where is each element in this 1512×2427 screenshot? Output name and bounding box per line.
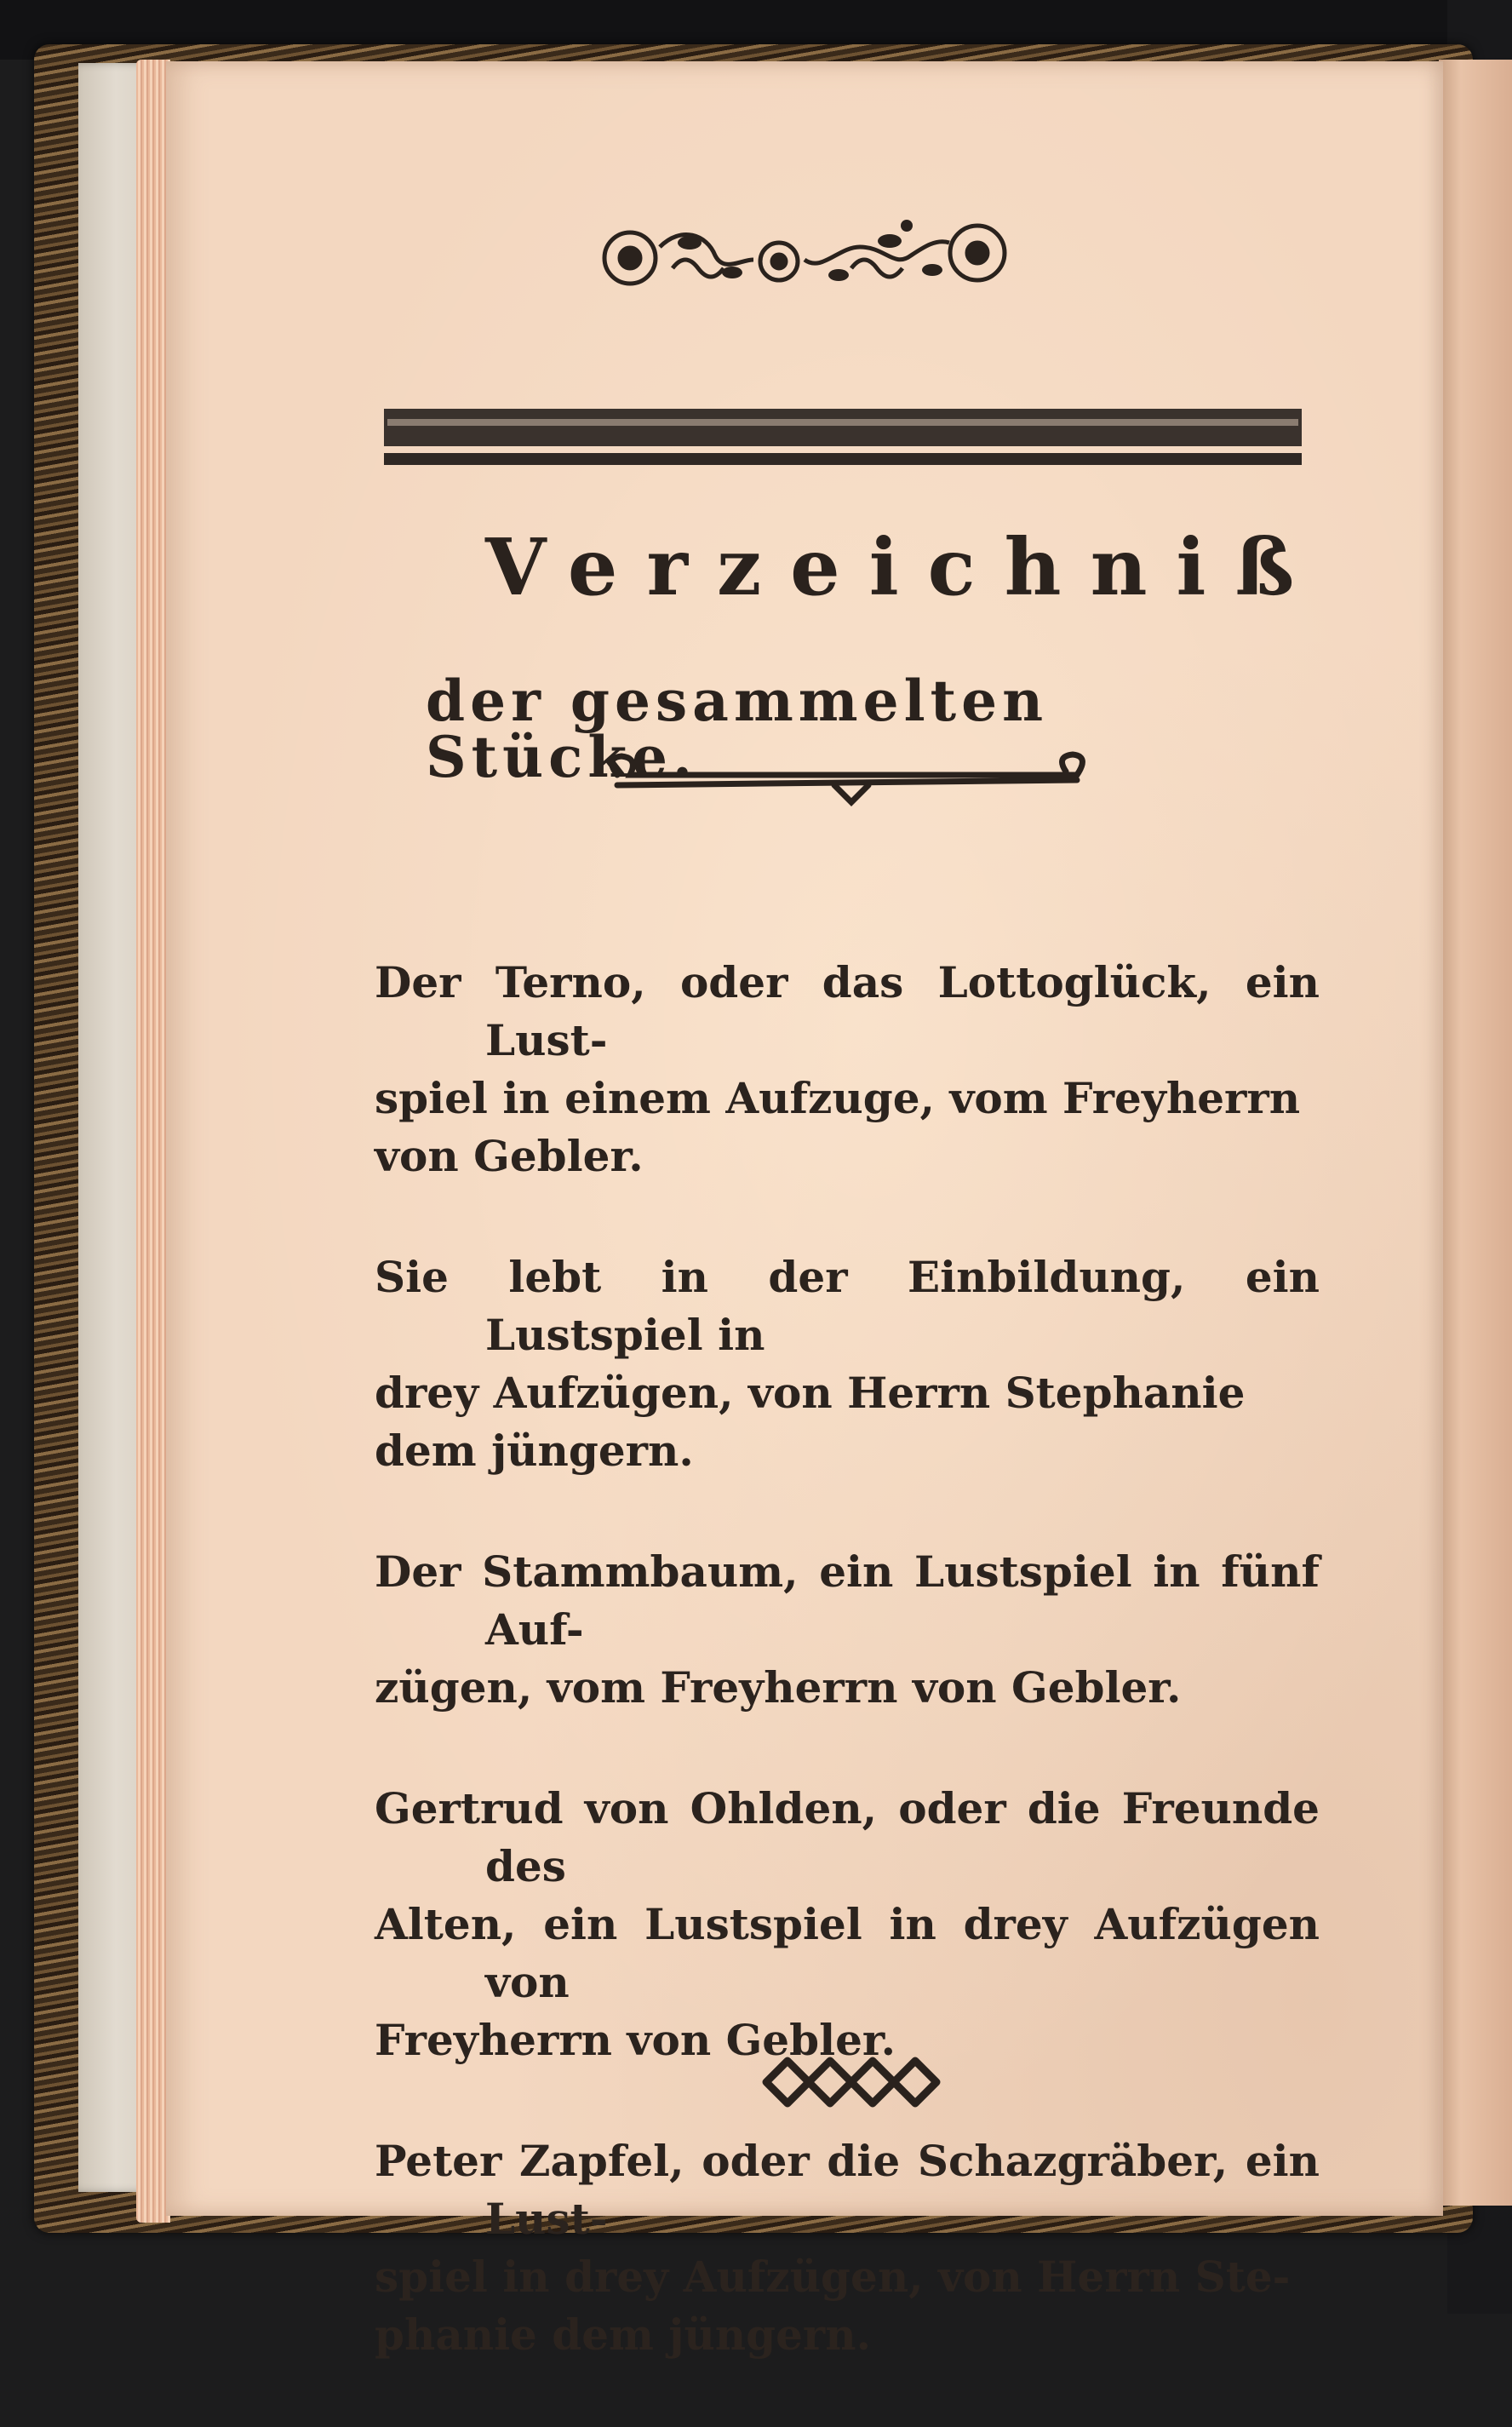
entry-line: zügen, vom Freyherrn von Gebler. (375, 1662, 1182, 1713)
list-item (375, 1543, 1320, 1717)
entry-line: dem jüngern. (375, 1426, 694, 1476)
knot-ornament-icon (758, 2048, 945, 2116)
swash-rule-icon (600, 749, 1102, 809)
entry-line: Der Terno, oder das Lottoglück, ein Lust- (375, 957, 1320, 1065)
entry-line: Gertrud von Ohlden, oder die Freunde des (375, 1783, 1320, 1891)
list-item (375, 954, 1320, 1185)
facing-page-edge (1439, 60, 1512, 2206)
entry-line: von Gebler. (375, 1131, 644, 1181)
entry-line: Alten, ein Lustspiel in drey Aufzügen von (375, 1899, 1320, 2007)
entry-line: Der Stammbaum, ein Lustspiel in fünf Auf- (375, 1546, 1320, 1655)
entry-line: Sie lebt in der Einbildung, ein Lustspiel in (375, 1252, 1320, 1360)
page-title: Verzeichniß (485, 521, 1324, 613)
floral-vignette-icon (596, 209, 1013, 302)
entry-line: Freyherrn von Gebler. (375, 2015, 896, 2065)
contents-list (375, 954, 1320, 2427)
entry-line: drey Aufzügen, von Herrn Stephanie (375, 1368, 1246, 1418)
entry-line: spiel in drey Aufzügen, von Herrn Ste- (375, 2252, 1291, 2302)
page-subtitle: der gesammelten Stücke. (426, 668, 1049, 790)
entry-line: phanie dem jüngern. (375, 2309, 872, 2360)
double-rule (384, 409, 1302, 470)
entry-line: spiel in einem Aufzuge, vom Freyherrn (375, 1073, 1301, 1123)
list-item (375, 2132, 1320, 2364)
list-item (375, 1780, 1320, 2069)
page-edges (136, 60, 170, 2223)
entry-line: Peter Zapfel, oder die Schazgräber, ein Lust- (375, 2136, 1320, 2244)
list-item (375, 1248, 1320, 1480)
